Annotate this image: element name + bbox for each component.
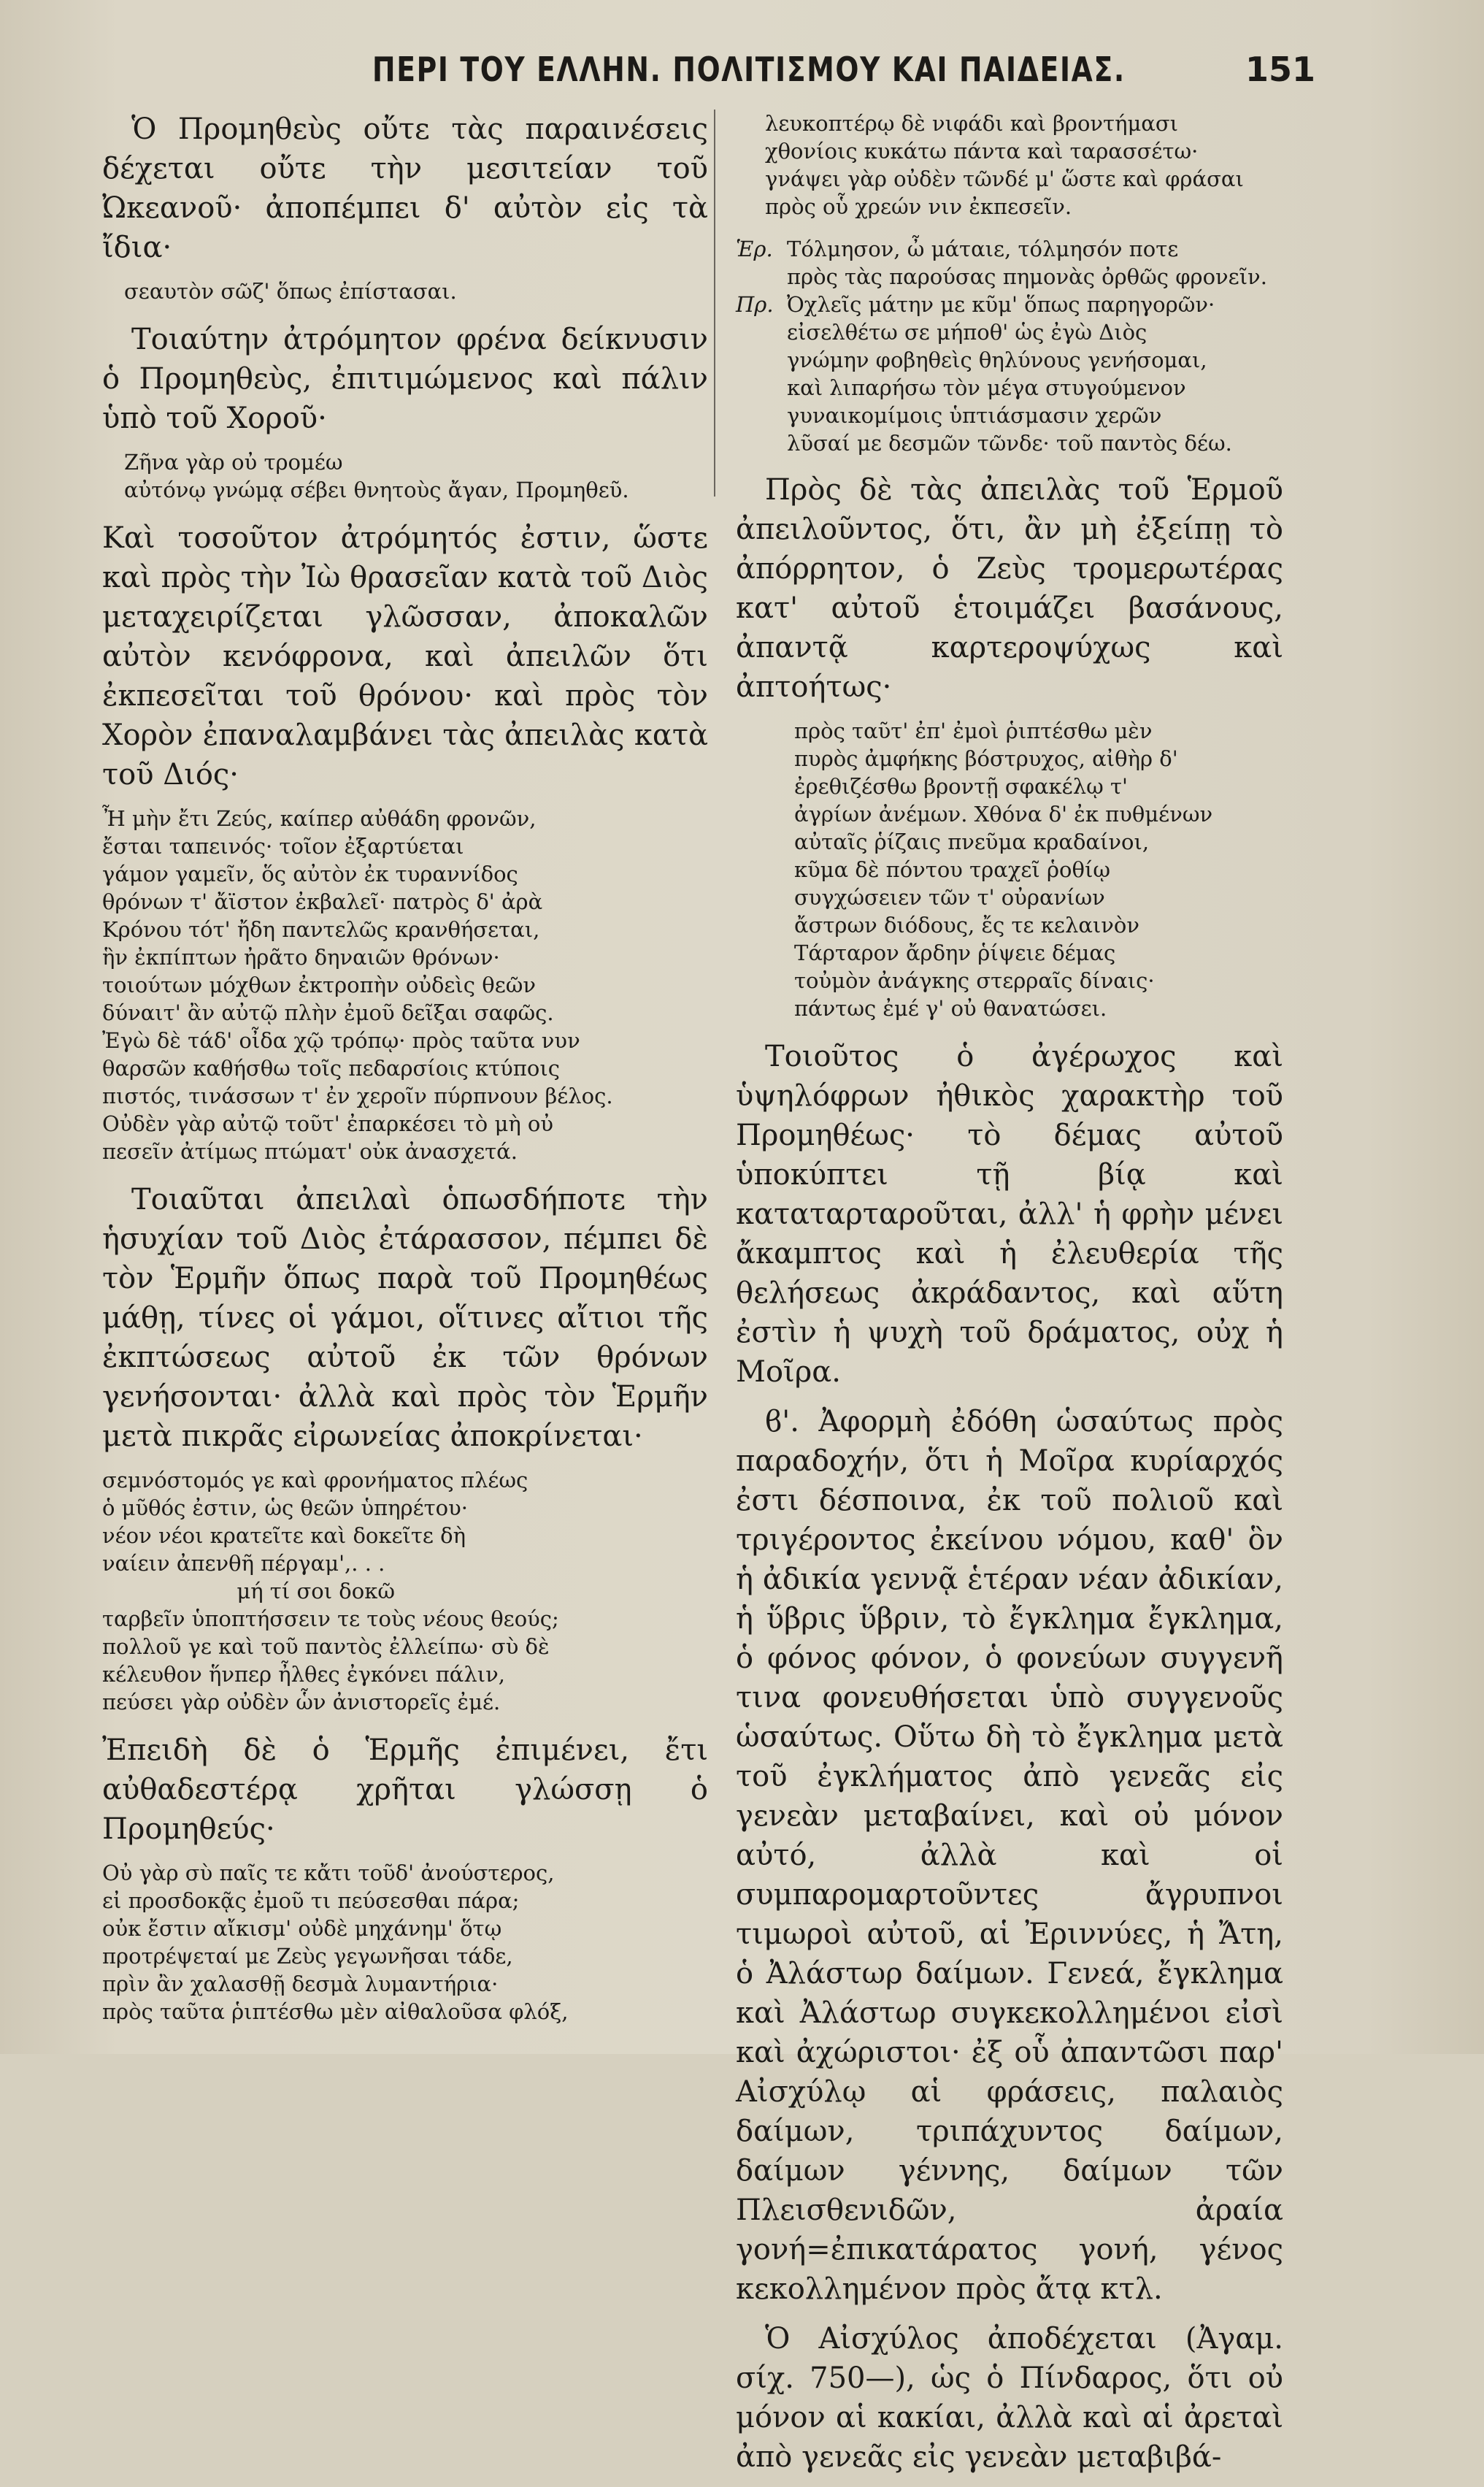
verse-line: δύναιτ' ἂν αὐτῷ πλὴν ἐμοῦ δεῖξαι σαφῶς. — [102, 1000, 554, 1025]
verse-line: πεσεῖν ἀτίμως πτώματ' οὐκ ἀνασχετά. — [102, 1139, 518, 1164]
running-title: ΠΕΡΙ ΤΟΥ ΕΛΛΗΝ. ΠΟΛΙΤΙΣΜΟΥ ΚΑΙ ΠΑΙΔΕΙΑΣ. — [372, 50, 1126, 89]
verse-quote — [102, 1859, 708, 2026]
verse-line: ταρβεῖν ὑποπτήσσειν τε τοὺς νέους θεούς; — [102, 1606, 559, 1631]
verse-line: Ὀχλεῖς μάτην με κῦμ' ὅπως παρηγορῶν· — [787, 292, 1215, 317]
verse-line: μή τί σοι δοκῶ — [102, 1579, 395, 1603]
paragraph: Καὶ τοσοῦτον ἀτρόμητός ἐστιν, ὥστε καὶ πρὸς τὴν Ἰὼ θρασεῖαν κατὰ τοῦ Διὸς μεταχειρίζεται γλῶσσαν, ἀποκαλῶν αὐτὸν κενόφρονα, καὶ ἀπειλῶν ὅτι ἐκπεσεῖται τοῦ θρόνου· καὶ πρὸς τὸν Χορὸν ἐπαναλαμβάνει τὰς ἀπειλὰς κατὰ τοῦ Διός· — [102, 521, 708, 792]
paragraph: Τοιαῦται ἀπειλαὶ ὁπωσδήποτε τὴν ἡσυχίαν τοῦ Διὸς ἐτάρασσον, πέμπει δὲ τὸν Ἑρμῆν ὅπως παρὰ τοῦ Προμηθέως μάθῃ, τίνες οἱ γάμοι, οἵτινες αἴτιοι τῆς ἐκπτώσεως αὐτοῦ ἐκ τῶν θρόνων γενήσονται· ἀλλὰ καὶ πρὸς τὸν Ἑρμῆν μετὰ πικρᾶς εἰρωνείας ἀποκρίνεται· — [102, 1183, 708, 1453]
verse-line: γνώμην φοβηθεὶς θηλύνους γενήσομαι, — [787, 348, 1207, 372]
verse-line: ἔσται ταπεινός· τοῖον ἐξαρτύεται — [102, 834, 464, 859]
left-column — [102, 110, 708, 2040]
verse-line: νέον νέοι κρατεῖτε καὶ δοκεῖτε δὴ — [102, 1523, 466, 1548]
verse-line: λευκοπτέρῳ δὲ νιφάδι καὶ βροντήμασι — [765, 111, 1179, 136]
verse-quote — [102, 1466, 708, 1716]
verse-line: θρόνων τ' ἄϊστον ἐκβαλεῖ· πατρὸς δ' ἀρὰ — [102, 889, 543, 914]
verse-quote — [765, 110, 1283, 221]
verse-line: σεαυτὸν σῶζ' ὅπως ἐπίστασαι. — [124, 279, 457, 304]
verse-line: τοιούτων μόχθων ἐκτροπὴν οὐδεὶς θεῶν — [102, 973, 537, 997]
verse-line: θαρσῶν καθήσθω τοῖς πεδαρσίοις κτύποις — [102, 1056, 560, 1081]
verse-line: λῦσαί με δεσμῶν τῶνδε· τοῦ παντὸς δέω. — [787, 431, 1232, 456]
paragraph: Τοιοῦτος ὁ ἀγέρωχος καὶ ὑψηλόφρων ἠθικὸς χαρακτὴρ τοῦ Προμηθέως· τὸ δέμας αὐτοῦ ὑποκύπτει τῇ βίᾳ καὶ καταταρταροῦται, ἀλλ' ἡ φρὴν μένει ἄκαμπτος καὶ ἡ ἐλευθερία τῆς θελήσεως ἀκράδαντος, καὶ αὕτη ἐστὶν ἡ ψυχὴ τοῦ δράματος, οὐχ ἡ Μοῖρα. — [736, 1040, 1283, 1389]
verse-quote — [124, 277, 708, 305]
verse-line: αὐταῖς ῥίζαις πνεῦμα κραδαίνοι, — [794, 829, 1150, 854]
verse-line: πιστός, τινάσσων τ' ἐν χεροῖν πύρπνουν βέλος. — [102, 1084, 613, 1108]
verse-line: κῦμα δὲ πόντου τραχεῖ ῥοθίῳ — [794, 857, 1110, 882]
speaker-lines — [787, 235, 1283, 291]
verse-line: ναίειν ἀπενθῆ πέργαμ',. . . — [102, 1551, 385, 1576]
verse-line: προτρέψεταί με Ζεὺς γεγωνῆσαι τάδε, — [102, 1944, 513, 1969]
verse-line: Ἦ μὴν ἔτι Ζεύς, καίπερ αὐθάδη φρονῶν, — [102, 806, 537, 831]
page-header — [0, 50, 1484, 101]
verse-line: Κρόνου τότ' ἤδη παντελῶς κρανθήσεται, — [102, 917, 540, 942]
verse-line: ἐρεθιζέσθω βροντῇ σφακέλῳ τ' — [794, 774, 1128, 799]
verse-line: κέλευθον ἥνπερ ἦλθες ἐγκόνει πάλιν, — [102, 1662, 505, 1687]
verse-line: εἰσελθέτω σε μήποθ' ὡς ἐγὼ Διὸς — [787, 320, 1147, 345]
verse-quote — [102, 805, 708, 1165]
page-number: 151 — [1245, 50, 1316, 89]
verse-line: πρὸς ταῦτ' ἐπ' ἐμοὶ ῥιπτέσθω μὲν — [794, 718, 1153, 743]
speaker-label: Πρ. — [736, 292, 774, 317]
verse-line: Τάρταρον ἄρδην ῥίψειε δέμας — [794, 940, 1116, 965]
speaker-lines — [787, 291, 1283, 457]
paragraph: Ἐπειδὴ δὲ ὁ Ἑρμῆς ἐπιμένει, ἔτι αὐθαδεστέρᾳ χρῆται γλώσσῃ ὁ Προμηθεύς· — [102, 1733, 708, 1846]
verse-line: ἀγρίων ἀνέμων. Χθόνα δ' ἐκ πυθμένων — [794, 802, 1213, 827]
verse-line: πρὶν ἂν χαλασθῇ δεσμὰ λυμαντήρια· — [102, 1971, 499, 1996]
paragraph: Τοιαύτην ἀτρόμητον φρένα δείκνυσιν ὁ Προμηθεὺς, ἐπιτιμώμενος καὶ πάλιν ὑπὸ τοῦ Χοροῦ· — [102, 323, 708, 435]
verse-line: εἰ προσδοκᾷς ἐμοῦ τι πεύσεσθαι πάρα; — [102, 1888, 520, 1913]
verse-line: οὐκ ἔστιν αἴκισμ' οὐδὲ μηχάνημ' ὅτῳ — [102, 1916, 502, 1941]
paragraph: ϐ'. Ἀφορμὴ ἐδόθη ὡσαύτως πρὸς παραδοχήν, ὅτι ἡ Μοῖρα κυρίαρχός ἐστι δέσποινα, ἐκ τοῦ πολιοῦ καὶ τριγέροντος ἐκείνου νόμου, καθ' ὃν ἡ ἀδικία γεννᾷ ἑτέραν νέαν ἀδικίαν, ἡ ὕβρις ὕβριν, τὸ ἔγκλημα ἔγκλημα, ὁ φόνος φόνον, ὁ φονεύων συγγενῆ τινα φονευθήσεται ὑπὸ συγγενοῦς ὡσαύτως. Οὕτω δὴ τὸ ἔγκλημα μετὰ τοῦ ἐγκλήματος ἀπὸ γενεᾶς εἰς γενεὰν μεταβαίνει, καὶ οὐ μόνον αὐτό, ἀλλὰ καὶ οἱ συμπαρομαρτοῦντες ἄγρυπνοι τιμωροὶ αὐτοῦ, αἱ Ἐριννύες, ἡ Ἄτη, ὁ Ἀλάστωρ δαίμων. Γενεά, ἔγκλημα καὶ Ἀλάστωρ συγκεκολλημένοι εἰσὶ καὶ ἀχώριστοι· ἐξ οὗ ἀπαντῶσι παρ' Αἰσχύλῳ αἱ φράσεις, παλαιὸς δαίμων, τριπάχυντος δαίμων, δαίμων γέννης, δαίμων τῶν Πλεισθενιδῶν, ἀραία γονή=ἐπικατάρατος γονή, γένος κεκολλημένον πρὸς ἄτᾳ κτλ. — [736, 1405, 1283, 2306]
verse-line: Ἐγὼ δὲ τάδ' οἶδα χῷ τρόπῳ· πρὸς ταῦτα νυν — [102, 1028, 580, 1053]
verse-line: πρὸς τὰς παρούσας πημονὰς ὀρθῶς φρονεῖν. — [787, 264, 1267, 289]
verse-line: ἣν ἐκπίπτων ἠρᾶτο δηναιῶν θρόνων· — [102, 945, 500, 970]
verse-line: Οὐδὲν γὰρ αὐτῷ τοῦτ' ἐπαρκέσει τὸ μὴ οὐ — [102, 1111, 554, 1136]
paragraph: Ὁ Αἰσχύλος ἀποδέχεται (Ἀγαμ. σίχ. 750—), ὡς ὁ Πίνδαρος, ὅτι οὐ μόνον αἱ κακίαι, ἀλλὰ καὶ αἱ ἀρεταὶ ἀπὸ γενεᾶς εἰς γενεὰν μεταβιβά- — [736, 2322, 1283, 2474]
dialogue — [736, 235, 1283, 457]
speaker-label: Ἑρ. — [736, 237, 773, 261]
paragraph: Πρὸς δὲ τὰς ἀπειλὰς τοῦ Ἑρμοῦ ἀπειλοῦντος, ὅτι, ἂν μὴ ἐξείπῃ τὸ ἀπόρρητον, ὁ Ζεὺς τρομερωτέρας κατ' αὐτοῦ ἑτοιμάζει βασάνους, ἀπαντᾷ καρτεροψύχως καὶ ἀπτοήτως· — [736, 473, 1283, 704]
verse-line: γνάψει γὰρ οὐδὲν τῶνδέ μ' ὥστε καὶ φράσαι — [765, 166, 1244, 191]
verse-line: χθονίοις κυκάτω πάντα καὶ ταρασσέτω· — [765, 139, 1199, 164]
verse-line: αὐτόνῳ γνώμᾳ σέβει θνητοὺς ἄγαν, Προμηθεῦ. — [124, 478, 629, 502]
verse-line: Τόλμησον, ὦ μάταιε, τόλμησόν ποτε — [787, 237, 1179, 261]
verse-line: γάμον γαμεῖν, ὅς αὐτὸν ἐκ τυραννίδος — [102, 862, 518, 886]
verse-quote — [124, 448, 708, 504]
verse-line: πάντως ἐμέ γ' οὐ θανατώσει. — [794, 996, 1107, 1021]
verse-line: πρὸς ταῦτα ῥιπτέσθω μὲν αἰθαλοῦσα φλόξ, — [102, 1999, 569, 2024]
verse-line: συγχώσειεν τῶν τ' οὐρανίων — [794, 885, 1105, 910]
verse-line: πολλοῦ γε καὶ τοῦ παντὸς ἐλλείπω· σὺ δὲ — [102, 1634, 550, 1659]
verse-line: ὁ μῦθός ἐστιν, ὡς θεῶν ὑπηρέτου· — [102, 1495, 468, 1520]
column-rule — [714, 110, 715, 497]
paragraph: Ὁ Προμηθεὺς οὔτε τὰς παραινέσεις δέχεται οὔτε τὴν μεσιτείαν τοῦ Ὠκεανοῦ· ἀποπέμπει δ' αὐτὸν εἰς τὰ ἴδια· — [102, 112, 708, 264]
verse-quote — [794, 717, 1283, 1022]
verse-line: σεμνόστομός γε καὶ φρονήματος πλέως — [102, 1468, 528, 1492]
verse-line: πυρὸς ἀμφήκης βόστρυχος, αἰθὴρ δ' — [794, 746, 1178, 771]
verse-line: Ζῆνα γὰρ οὐ τρομέω — [124, 450, 343, 475]
verse-line: πρὸς οὗ χρεών νιν ἐκπεσεῖν. — [765, 194, 1072, 219]
verse-line: γυναικομίμοις ὑπτιάσμασιν χερῶν — [787, 403, 1162, 428]
right-column — [736, 110, 1283, 2487]
verse-line: τοὐμὸν ἀνάγκης στερραῖς δίναις· — [794, 968, 1155, 993]
verse-line: Οὐ γὰρ σὺ παῖς τε κἄτι τοῦδ' ἀνούστερος, — [102, 1861, 555, 1885]
verse-line: πεύσει γὰρ οὐδὲν ὧν ἀνιστορεῖς ἐμέ. — [102, 1690, 501, 1714]
verse-line: ἄστρων διόδους, ἔς τε κελαινὸν — [794, 913, 1139, 938]
verse-line: καὶ λιπαρήσω τὸν μέγα στυγούμενον — [787, 375, 1186, 400]
